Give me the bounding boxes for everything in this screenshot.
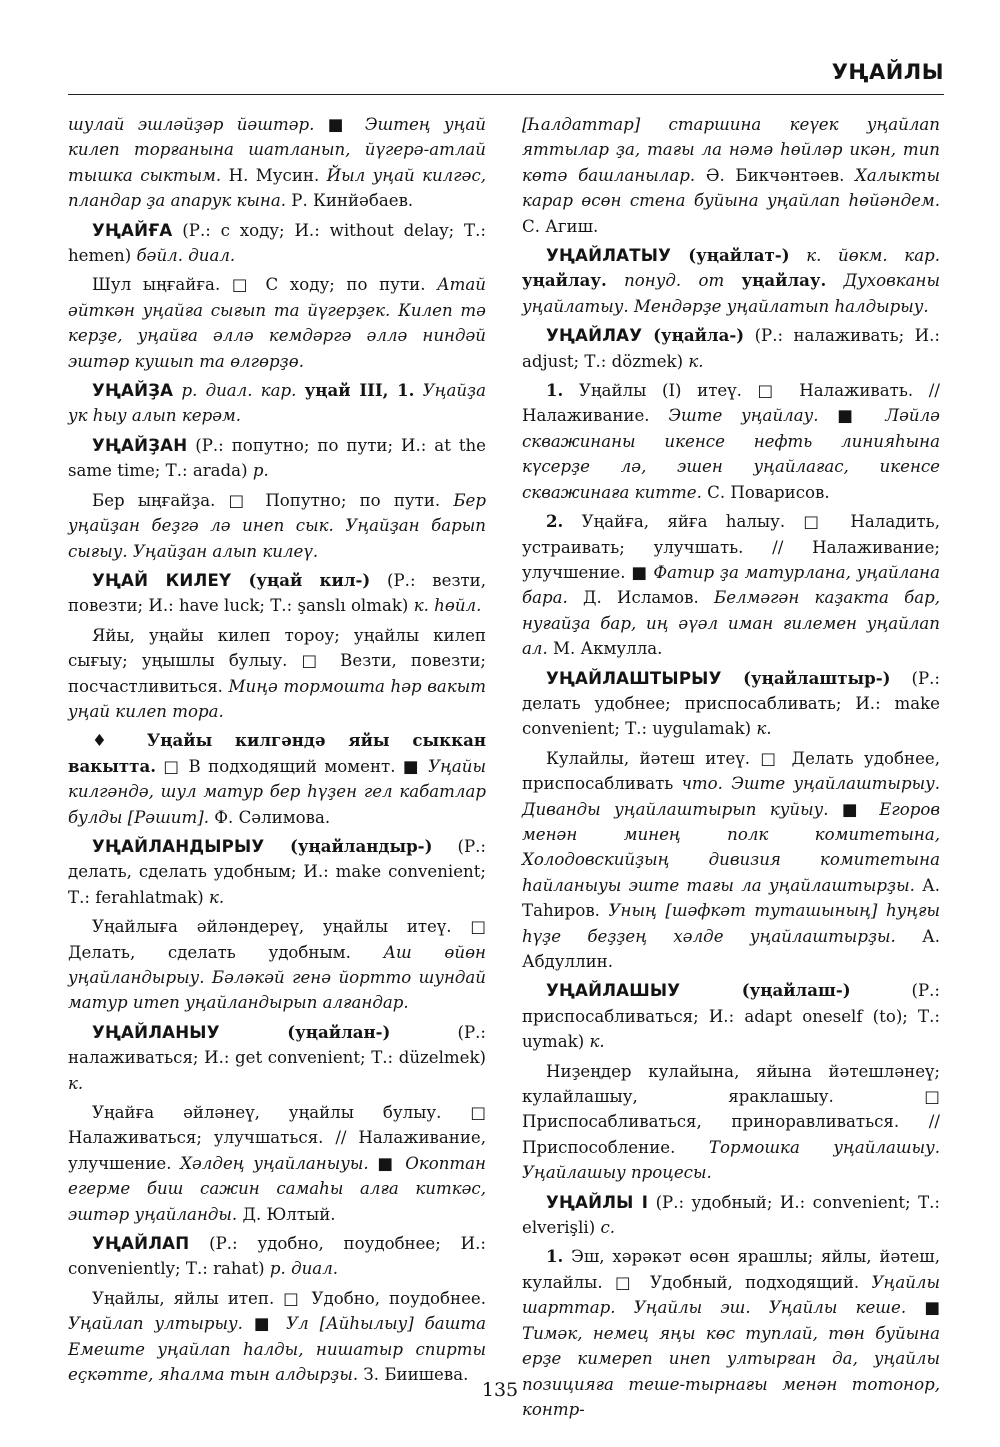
headword: УҢАЙЛАШЫУ [546, 981, 681, 1001]
entry-text: Кулайлы, йәтеш итеү. □ Делать удобнее, приспосабливать что. Эште уңайлаштырыу. Диванды уңайлаштырып куйыу. ■ Егоров менән минең полк комитетына, Холодовскийҙың дивизия комитетына һайланыуы эште тағы ла уңайлаштырҙы. А. Таһиров. Уның [шәфкәт туташының] һуңғы һүҙе беҙҙең хәлде уңайлаштырҙы. А. Абдуллин. [522, 748, 941, 971]
headword: УҢАЙЛЫ I [546, 1192, 649, 1212]
headword: УҢАЙЛАТЫУ [546, 246, 672, 266]
running-head: УҢАЙЛЫ [831, 60, 944, 84]
entry-headword-line: УҢАЙЛЫ I (Р.: удобный; И.: convenient; Т.: elverişli) с. [522, 1192, 940, 1238]
entry-headword-line: УҢАЙЛАШТЫРЫУ (уңайлаштыр-) (Р.: делать удобнее; приспосабливать; И.: make convenient; Т.: uygulamak) к. [522, 667, 940, 739]
entry-headword-line: УҢАЙЛАНДЫРЫУ (уңайландыр-) (Р.: делать, сделать удобным; И.: make convenient; Т.: ferahlatmak) к. [68, 835, 486, 907]
right-column [522, 112, 940, 1426]
entry-headword-line: УҢАЙЛАУ (уңайла-) (Р.: налаживать; И.: adjust; Т.: dözmek) к. [522, 325, 941, 371]
entry-headword-line: УҢАЙҘАН (Р.: попутно; по пути; И.: at the same time; Т.: arada) р. [68, 435, 486, 481]
left-column [68, 112, 486, 1392]
headword: УҢАЙҒА [92, 220, 173, 240]
entry-text: Уңайлы, яйлы итеп. □ Удобно, поудобнее. Уңайлап ултырыу. ■ Ул [Айһылыу] башта Емеште уңайлап һалды, нишатыр спирты еҫкәтте, яһалма тын алдырҙы. З. Биишева. [68, 1288, 486, 1385]
entry-headword-line: УҢАЙҘА р. диал. кар. уңай III, 1. Уңайҙа ук һыу алып керәм. [68, 380, 486, 426]
entry-text: Уңайлыға әйләндереү, уңайлы итеү. □ Делать, сделать удобным. Аш өйөн уңайландырыу. Бәләкәй генә йортто шундай матур итеп уңайландырып алғандар. [68, 917, 486, 1013]
entry-text: шулай эшләйҙәр йәштәр. ■ Эштең уңай килеп торғанына шатланып, йүгерә-атлай тышка сыктым. Н. Мусин. Йыл уңай килгәс, пландар ҙа апарук кына. Р. Кинйәбаев. [68, 115, 487, 211]
entry-headword-line: УҢАЙЛАНЫУ (уңайлан-) (Р.: налаживаться; И.: get convenient; Т.: düzelmek) к. [68, 1021, 486, 1093]
entry-text: [Һалдаттар] старшина кеүек уңайлап яттылар ҙа, тағы ла нәмә һөйләр икән, тип көтә башланылар. Ә. Бикчәнтәев. Халыкты карар өсөн стена буйына уңайлап һөйәндем. С. Агиш. [522, 115, 940, 236]
headword: УҢАЙҘА [92, 381, 174, 401]
headword: УҢАЙЛАП [92, 1234, 190, 1254]
sense-1: 1. Уңайлы (I) итеү. □ Налаживать. // Налаживание. Эште уңайлау. ■ Ләйлә скважинаны икенсе нефть линияһына күсерҙе лә, эшен уңайлағас, икенсе скважинаға китте. С. Поварисов. [522, 380, 940, 502]
sense-2: 2. Уңайға, яйға һалыу. □ Наладить, устраивать; улучшать. // Налаживание; улучшение. ■ Фатир ҙа матурлана, уңайлана бара. Д. Исламов. Белмәгән каҙакта бар, нуғайҙа бар, иң әүәл иман ғилемен уңайлап ал. М. Акмулла. [522, 511, 940, 659]
headword: УҢАЙ КИЛЕҮ [92, 570, 232, 590]
entry-idiom: ♦ Уңайы килгәндә яйы сыккан вакытта. □ В подходящий момент. ■ Уңайы килгәндә, шул матур бер һүҙен гел кабатлар булды [Рәшит]. Ф. Сәлимова. [68, 730, 486, 827]
headword: УҢАЙЛАНЫУ [92, 1022, 220, 1042]
headword: УҢАЙЛАШТЫРЫУ [546, 668, 722, 688]
entry-text: Уңайға әйләнеү, уңайлы булыу. □ Налаживаться; улучшаться. // Налаживание, улучшение. Хәлдең уңайланыуы. ■ Окоптан егерме биш сажин самаһы алға киткәс, эштәр уңайланды. Д. Юлтый. [68, 1103, 486, 1224]
entry-headword-line: УҢАЙҒА (Р.: с ходу; И.: without delay; Т.: hemen) бәйл. диал. [68, 220, 486, 266]
headword: УҢАЙЛАНДЫРЫУ [92, 836, 265, 856]
headword: УҢАЙҘАН [92, 435, 188, 455]
entry-text: Бер ыңғайҙа. □ Попутно; по пути. Бер уңайҙан беҙгә лә инеп сык. Уңайҙан барып сығыу. Уңайҙан алып килеү. [68, 490, 486, 561]
entry-headword-line: УҢАЙЛАШЫУ (уңайлаш-) (Р.: приспосабливаться; И.: adapt oneself (to); Т.: uymak) к. [522, 980, 940, 1052]
sense-1: 1. Эш, хәрәкәт өсөн ярашлы; яйлы, йәтеш, кулайлы. □ Удобный, подходящий. Уңайлы шарттар. Уңайлы эш. Уңайлы кеше. ■ Тимәк, немец яңы көс туплай, төн буйына ерҙе кимереп инеп ултырған да, уңайлы позицияға теше-тырнағы менән тотонор, контр- [522, 1246, 940, 1419]
entry-text: Яйы, уңайы килеп тороу; уңайлы килеп сығыу; уңышлы булыу. □ Везти, повезти; посчастливиться. Миңә тормошта һәр вакыт уңай килеп тора. [68, 625, 486, 721]
page-header [68, 58, 944, 95]
entry-headword-line: УҢАЙЛАП (Р.: удобно, поудобнее; И.: conveniently; Т.: rahat) р. диал. [68, 1234, 486, 1279]
entry-headword-line: УҢАЙЛАТЫУ (уңайлат-) к. йөкм. кар. уңайлау. понуд. от уңайлау. Духовканы уңайлатыу. Мендәрҙе уңайлатып һалдырыу. [522, 245, 940, 316]
entry-text: Шул ыңғайға. □ С ходу; по пути. Атай әйткән уңайға сығып та йүгерҙек. Килеп тә керҙе, уңайға әллә кемдәргә әллә ниндәй эштәр кушып та өлгөрҙө. [68, 275, 486, 371]
page-number: 135 [481, 1379, 519, 1401]
entry-text: Ниҙеңдер кулайына, яйына йәтешләнеү; кулайлашыу, ярaклашыу. □ Приспосабливаться, приноравливаться. // Приспособление. Тормошка уңайлашыу. Уңайлашыу процесы. [522, 1061, 940, 1183]
entry-headword-line: УҢАЙ КИЛЕҮ (уңай кил-) (Р.: везти, повезти; И.: have luck; Т.: şanslı olmak) к. һөйл. [68, 569, 487, 616]
headword: УҢАЙЛАУ [546, 326, 643, 346]
